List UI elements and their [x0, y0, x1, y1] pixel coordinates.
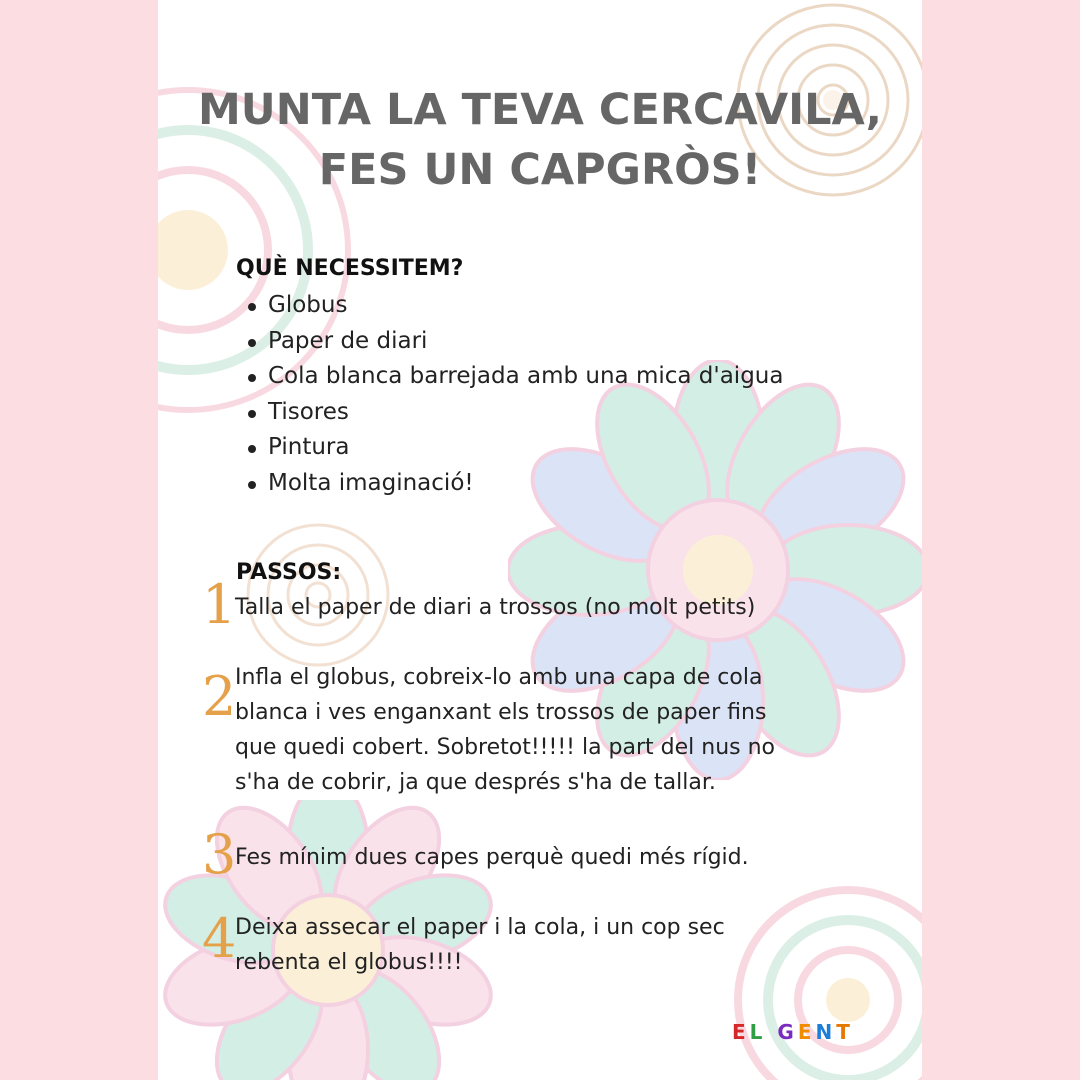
logo-letter: N [815, 1020, 837, 1044]
list-item: Globus [236, 288, 783, 324]
step-4-number: 4 [202, 907, 237, 970]
logo-letter: L [749, 1020, 767, 1044]
logo-letter: E [797, 1020, 816, 1044]
page-title [158, 80, 922, 200]
list-item: Pintura [236, 430, 783, 466]
step-3-number: 3 [202, 823, 237, 886]
steps-heading: PASSOS: [236, 560, 342, 585]
bullet-icon [248, 303, 256, 311]
step-3-text: Fes mínim dues capes perquè quedi més rígid. [235, 845, 749, 870]
title-line-1: MUNTA LA TEVA CERCAVILA, [198, 85, 882, 135]
bullet-icon [248, 445, 256, 453]
step-4-text: Deixa assecar el paper i la cola, i un cop sec rebenta el globus!!!! [235, 915, 725, 975]
list-item: Cola blanca barrejada amb una mica d'aigua [236, 359, 783, 395]
logo-letter: G [777, 1020, 798, 1044]
needs-heading: QUÈ NECESSITEM? [236, 256, 464, 281]
bullet-icon [248, 339, 256, 347]
logo [732, 1020, 854, 1044]
list-item: Tisores [236, 395, 783, 431]
step-2-number: 2 [202, 665, 237, 728]
step-2-text: Infla el globus, cobreix-lo amb una capa de cola blanca i ves enganxant els trossos de paper fins que quedi cobert. Sobretot!!!!! la part del nus no s'ha de cobrir, ja que després s'ha de tallar. [235, 665, 775, 795]
bullet-icon [248, 374, 256, 382]
logo-letter: E [732, 1020, 750, 1044]
bullet-icon [248, 410, 256, 418]
list-item: Molta imaginació! [236, 466, 783, 502]
step-1-text: Talla el paper de diari a trossos (no molt petits) [235, 595, 756, 620]
logo-letter [766, 1020, 777, 1044]
bullet-icon [248, 481, 256, 489]
list-item: Paper de diari [236, 324, 783, 360]
logo-letter: T [836, 1020, 854, 1044]
title-line-2: FES UN CAPGRÒS! [318, 145, 762, 196]
step-1-number: 1 [202, 573, 237, 636]
poster [158, 0, 922, 1080]
needs-list [236, 288, 783, 501]
